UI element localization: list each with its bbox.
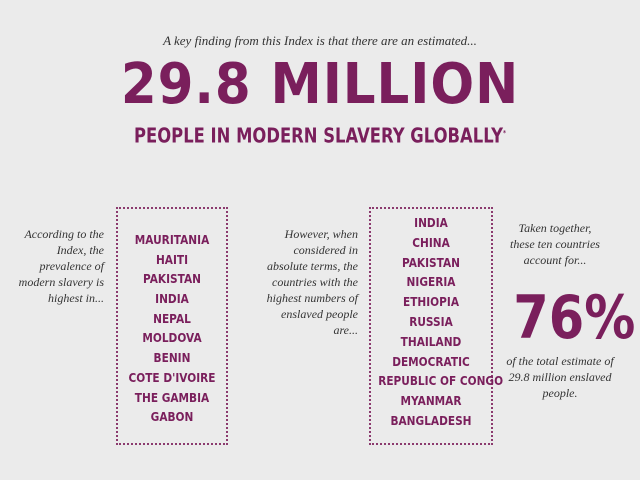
country-item: BANGLADESH	[390, 413, 472, 428]
country-item: BENIN	[153, 351, 191, 366]
footnote-mark: *	[502, 129, 506, 137]
headline-number: 29.8 MILLION	[120, 52, 520, 117]
absolute-country-box	[369, 207, 504, 445]
prevalence-country-box	[116, 207, 228, 445]
country-item: COTE D'IVOIRE	[128, 370, 216, 385]
country-item: NEPAL	[153, 311, 191, 326]
prevalence-note: According to the Index, the prevalence of modern slavery is highest in...	[18, 227, 104, 305]
country-item: MYANMAR	[400, 394, 462, 409]
country-item: GABON	[150, 410, 194, 425]
country-item: THAILAND	[400, 334, 462, 349]
country-item: INDIA	[414, 216, 448, 230]
country-item: NIGERIA	[406, 275, 456, 290]
absolute-note: However, when considered in absolute terms, the countries with the highest numbers of enslaved people are...	[266, 227, 358, 337]
country-item: THE GAMBIA	[134, 390, 210, 405]
headline-subtitle	[58, 121, 583, 148]
country-item: PAKISTAN	[142, 272, 202, 287]
country-item: PAKISTAN	[401, 255, 461, 270]
prevalence-country-list	[118, 231, 226, 428]
share-lead-text: Taken together, these ten countries account for...	[510, 221, 600, 267]
absolute-country-list	[371, 214, 504, 432]
country-item: MAURITANIA	[134, 233, 210, 247]
headline-subtitle-text: PEOPLE IN MODERN SLAVERY GLOBALLY	[134, 123, 503, 148]
share-percent: 76%	[513, 283, 636, 353]
country-item: RUSSIA	[409, 314, 453, 329]
country-item: ETHIOPIA	[402, 295, 459, 310]
country-item: HAITI	[155, 252, 189, 267]
country-item: REPUBLIC OF CONGO	[378, 374, 504, 389]
country-item: INDIA	[155, 292, 189, 307]
country-item: DEMOCRATIC	[392, 354, 470, 369]
country-item: MOLDOVA	[142, 331, 202, 346]
intro-text: A key finding from this Index is that there are an estimated...	[163, 33, 477, 48]
country-item: CHINA	[412, 235, 450, 250]
share-tail-text: of the total estimate of 29.8 million enslaved people.	[506, 354, 614, 400]
